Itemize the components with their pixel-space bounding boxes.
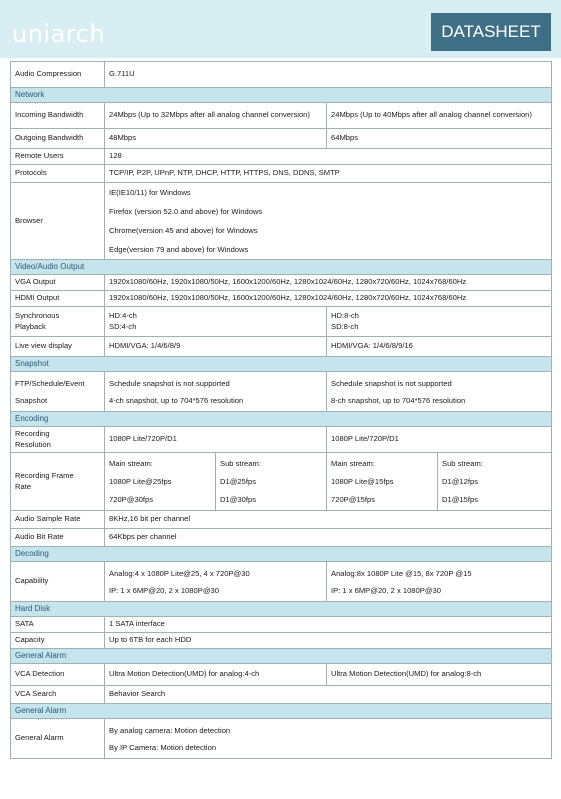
row-value-b: 64Mbps (327, 129, 552, 149)
row-label: VCA Detection (11, 664, 105, 686)
section-title: Video/Audio Output (11, 260, 552, 275)
row-value: 1 SATA interface (105, 617, 552, 633)
table-row (11, 664, 552, 686)
datasheet-badge: DATASHEET (431, 13, 551, 51)
row-label: Audio Bit Rate (11, 529, 105, 547)
browser-item: Firefox (version 52.0 and above) for Windows (109, 207, 263, 216)
table-row (11, 562, 552, 602)
table-row (11, 165, 552, 183)
row-value-b (327, 372, 552, 412)
value-line: 1080P Lite@25fps (109, 476, 172, 486)
value-line: 720P@30fps (109, 494, 154, 504)
row-label: General Alarm (11, 719, 105, 759)
page-header (0, 0, 561, 58)
section-title: General Alarm (11, 649, 552, 664)
stream-header: Main stream: (109, 458, 153, 468)
row-value-b (327, 562, 552, 602)
row-value (105, 719, 552, 759)
row-value: G.711U (105, 62, 552, 88)
table-row (11, 372, 552, 412)
row-label-line: Rate (15, 481, 32, 491)
row-label-line: Resolution (15, 439, 51, 449)
value-line: SD:4-ch (109, 321, 137, 331)
table-row (11, 291, 552, 307)
row-label (11, 372, 105, 412)
value-line: 4-ch snapshot, up to 704*576 resolution (109, 395, 244, 405)
value-line: Analog:4 x 1080P Lite@25, 4 x 720P@30 (109, 568, 250, 578)
row-value-a (105, 307, 327, 337)
row-value-a: Ultra Motion Detection(UMD) for analog:4-ch (105, 664, 327, 686)
row-label-line: Recording Frame (15, 471, 74, 481)
value-line: 720P@15fps (331, 494, 376, 504)
table-row (11, 617, 552, 633)
section-title: General Alarm (11, 704, 552, 719)
section-header (11, 602, 552, 617)
section-header (11, 649, 552, 664)
table-row (11, 103, 552, 129)
row-value-a (105, 372, 327, 412)
row-label: Incoming Bandwidth (11, 103, 105, 129)
sub-stream-a (216, 453, 327, 511)
section-title: Hard Disk (11, 602, 552, 617)
row-value: 128 (105, 149, 552, 165)
row-value-b (327, 307, 552, 337)
row-label (11, 427, 105, 453)
row-value-b: 1080P Lite/720P/D1 (327, 427, 552, 453)
table-row (11, 453, 552, 511)
row-value: TCP/IP, P2P, UPnP, NTP, DHCP, HTTP, HTTPS, DNS, DDNS, SMTP (105, 165, 552, 183)
section-title: Decoding (11, 547, 552, 562)
row-value-b: 24Mbps (Up to 40Mbps after all analog channel conversion) (327, 103, 552, 129)
row-label: Protocols (11, 165, 105, 183)
value-line: SD:8-ch (331, 321, 359, 331)
row-label: Remote Users (11, 149, 105, 165)
browser-item: Edge(version 79 and above) for Windows (109, 245, 249, 254)
table-row (11, 337, 552, 357)
row-value-b: HDMI/VGA: 1/4/6/8/9/16 (327, 337, 552, 357)
value-line: HD:4-ch (109, 311, 137, 321)
row-label: Audio Sample Rate (11, 511, 105, 529)
row-label: Audio Compression (11, 62, 105, 88)
row-value: 1920x1080/60Hz, 1920x1080/50Hz, 1600x1200/60Hz, 1280x1024/60Hz, 1280x720/60Hz, 1024x768/60Hz (105, 291, 552, 307)
row-value-b: Ultra Motion Detection(UMD) for analog:8-ch (327, 664, 552, 686)
row-value-a (105, 562, 327, 602)
value-line: IP: 1 x 6MP@20, 2 x 1080P@30 (109, 585, 219, 595)
section-header (11, 357, 552, 372)
table-row (11, 427, 552, 453)
value-line: D1@25fps (220, 476, 256, 486)
row-label: Capability (11, 562, 105, 602)
section-header (11, 412, 552, 427)
section-title: Encoding (11, 412, 552, 427)
table-row (11, 183, 552, 260)
row-label: Capacity (11, 633, 105, 649)
row-value: 8KHz,16 bit per channel (105, 511, 552, 529)
row-value-a: HDMI/VGA: 1/4/6/8/9 (105, 337, 327, 357)
uniarch-logo: uniarch (12, 20, 106, 48)
table-row (11, 275, 552, 291)
row-value: 64Kbps per channel (105, 529, 552, 547)
row-value-a: 48Mbps (105, 129, 327, 149)
section-header (11, 88, 552, 103)
row-label-line: FTP/Schedule/Event (15, 378, 85, 388)
value-line: Schedule snapshot is not supported (109, 378, 230, 388)
row-label: VGA Output (11, 275, 105, 291)
row-label (11, 307, 105, 337)
value-line: D1@30fps (220, 494, 256, 504)
row-label-line: Recording (15, 429, 50, 439)
browser-item: IE(IE10/11) for Windows (109, 188, 191, 197)
value-line: By IP Camera: Motion detection (109, 742, 217, 752)
value-line: Schedule snapshot is not supported (331, 378, 452, 388)
table-row (11, 149, 552, 165)
value-line: D1@12fps (442, 476, 478, 486)
stream-header: Main stream: (331, 458, 375, 468)
table-row (11, 633, 552, 649)
row-label: SATA (11, 617, 105, 633)
spec-table (10, 61, 552, 759)
section-header (11, 260, 552, 275)
value-line: 8-ch snapshot, up to 704*576 resolution (331, 395, 466, 405)
row-value-a: 1080P Lite/720P/D1 (105, 427, 327, 453)
value-line: HD:8-ch (331, 311, 359, 321)
value-line: 1080P Lite@15fps (331, 476, 394, 486)
stream-header: Sub stream: (220, 458, 261, 468)
table-row (11, 529, 552, 547)
section-title: Network (11, 88, 552, 103)
sub-stream-b (438, 453, 552, 511)
browser-list (105, 183, 552, 260)
row-label-line: Playback (15, 321, 46, 331)
row-value: Behavior Search (105, 686, 552, 704)
value-line: By analog camera: Motion detection (109, 725, 231, 735)
table-row (11, 129, 552, 149)
stream-header: Sub stream: (442, 458, 483, 468)
table-row (11, 511, 552, 529)
row-label: Browser (11, 183, 105, 260)
row-label: Outgoing Bandwidth (11, 129, 105, 149)
section-header (11, 704, 552, 719)
value-line: D1@15fps (442, 494, 478, 504)
row-label-line: Synchronous (15, 311, 60, 321)
table-row (11, 719, 552, 759)
row-label: VCA Search (11, 686, 105, 704)
row-value: 1920x1080/60Hz, 1920x1080/50Hz, 1600x1200/60Hz, 1280x1024/60Hz, 1280x720/60Hz, 1024x768/60Hz (105, 275, 552, 291)
row-label: Live view display (11, 337, 105, 357)
value-line: Analog:8x 1080P Lite @15, 8x 720P @15 (331, 568, 472, 578)
main-stream-a (105, 453, 216, 511)
table-row (11, 686, 552, 704)
row-label (11, 453, 105, 511)
row-label: HDMI Output (11, 291, 105, 307)
row-label-line: Snapshot (15, 395, 48, 405)
row-value-a: 24Mbps (Up to 32Mbps after all analog channel conversion) (105, 103, 327, 129)
value-line: IP: 1 x 6MP@20, 2 x 1080P@30 (331, 585, 441, 595)
table-row (11, 307, 552, 337)
row-value: Up to 6TB for each HDD (105, 633, 552, 649)
table-row (11, 62, 552, 88)
section-title: Snapshot (11, 357, 552, 372)
main-stream-b (327, 453, 438, 511)
browser-item: Chrome(version 45 and above) for Windows (109, 226, 258, 235)
section-header (11, 547, 552, 562)
